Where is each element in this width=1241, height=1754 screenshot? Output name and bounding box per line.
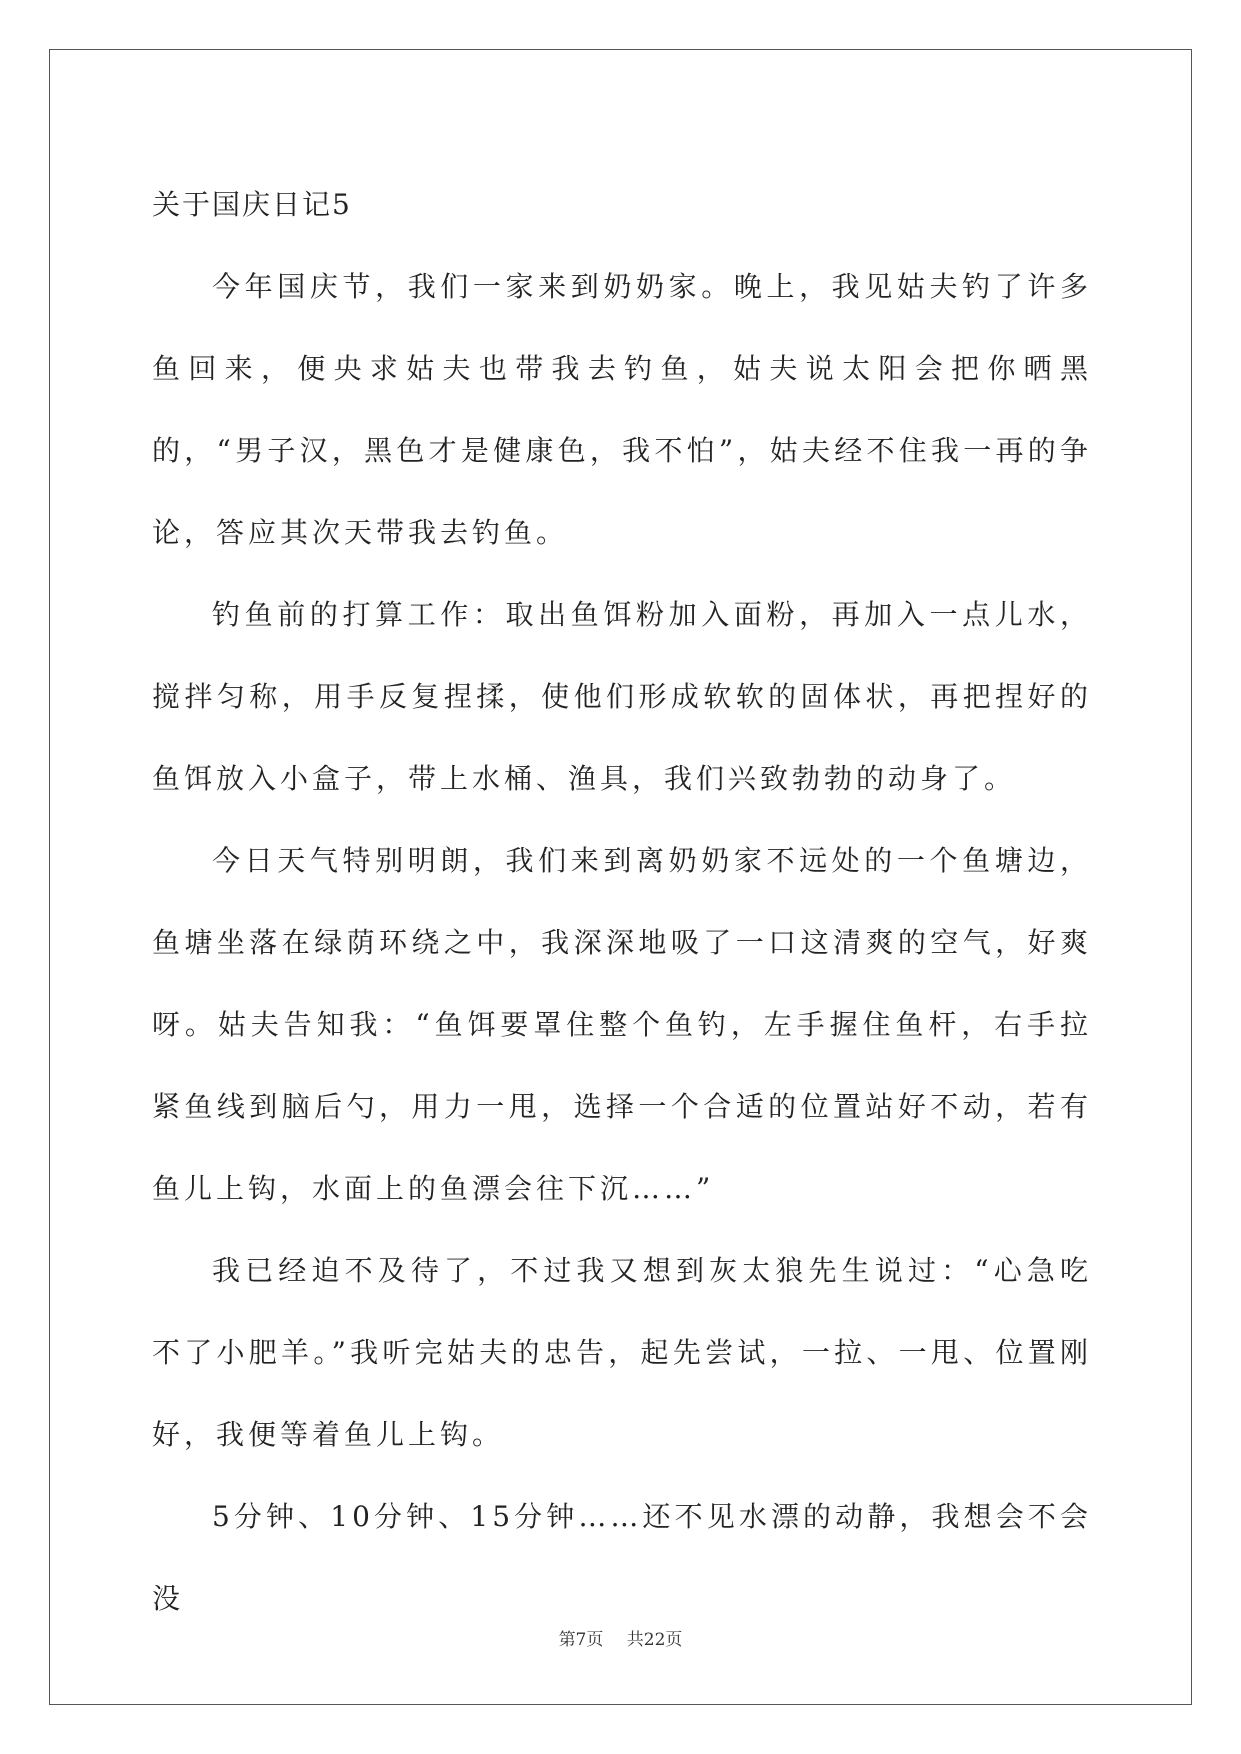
page-number-current: 第7页 [558, 1630, 604, 1650]
document-body [152, 164, 1092, 1640]
paragraph-3: 今日天气特别明朗，我们来到离奶奶家不远处的一个鱼塘边，鱼塘坐落在绿荫环绕之中，我深深地吸了一口这清爽的空气，好爽呀。姑夫告知我：“鱼饵要罩住整个鱼钓，左手握住鱼杆，右手拉紧鱼线到脑后勺，用力一甩，选择一个合适的位置站好不动，若有鱼儿上钩，水面上的鱼漂会往下沉……” [152, 844, 1092, 1205]
paragraph-5: 5分钟、10分钟、15分钟……还不见水漂的动静，我想会不会没 [152, 1500, 1092, 1615]
paragraph-4: 我已经迫不及待了，不过我又想到灰太狼先生说过：“心急吃不了小肥羊。”我听完姑夫的忠告，起先尝试，一拉、一甩、位置刚好，我便等着鱼儿上钩。 [152, 1254, 1092, 1451]
document-title: 关于国庆日记5 [152, 188, 352, 221]
page-number-total: 共22页 [626, 1630, 683, 1650]
paragraph-2: 钓鱼前的打算工作：取出鱼饵粉加入面粉，再加入一点儿水，搅拌匀称，用手反复捏揉，使他们形成软软的固体状，再把捏好的鱼饵放入小盒子，带上水桶、渔具，我们兴致勃勃的动身了。 [152, 598, 1092, 795]
paragraph-1: 今年国庆节，我们一家来到奶奶家。晚上，我见姑夫钓了许多鱼回来，便央求姑夫也带我去钓鱼，姑夫说太阳会把你晒黑的，“男子汉，黑色才是健康色，我不怕”，姑夫经不住我一再的争论，答应其次天带我去钓鱼。 [152, 270, 1092, 549]
page-footer [0, 1625, 1241, 1650]
